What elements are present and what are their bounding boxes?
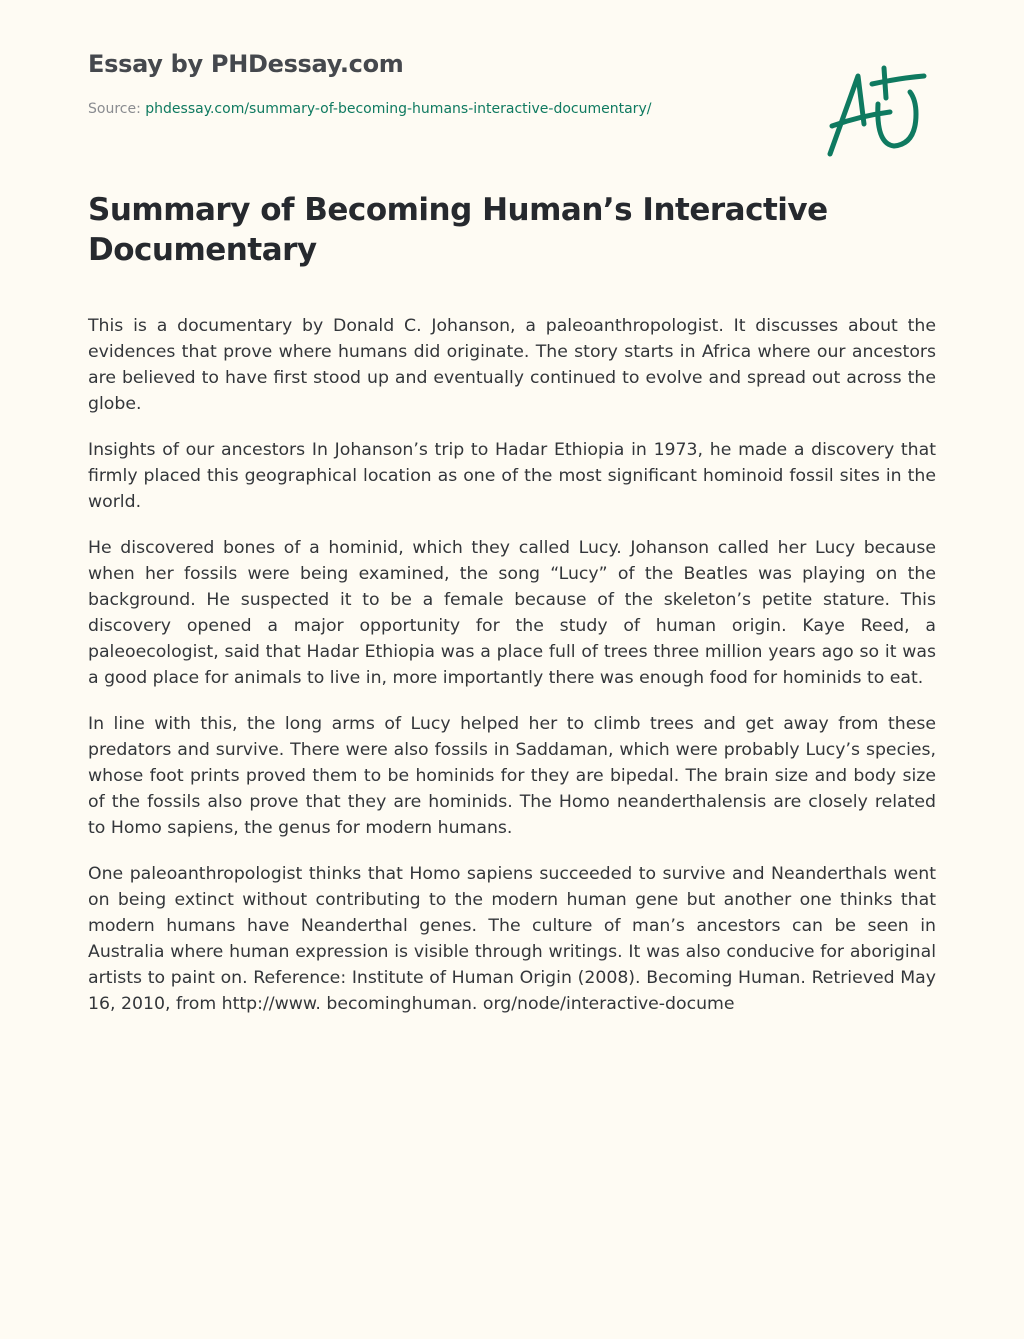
source-label: Source: <box>88 101 141 117</box>
source-line <box>88 101 651 117</box>
article-body <box>88 313 936 1037</box>
paragraph: In line with this, the long arms of Lucy helped her to climb trees and get away from these predators and survive. There were also fossils in Saddaman, which were probably Lucy’s species, whose foot prints proved them to be hominids for they are bipedal. The brain size and body size of the fossils also prove that they are hominids. The Homo neanderthalensis are closely related to Homo sapiens, the genus for modern humans. <box>88 714 936 838</box>
paragraph: He discovered bones of a hominid, which they called Lucy. Johanson called her Lucy because when her fossils were being examined, the song “Lucy” of the Beatles was playing on the background. He suspected it to be a female because of the skeleton’s petite stature. This discovery opened a major opportunity for the study of human origin. Kaye Reed, a paleoecologist, said that Hadar Ethiopia was a place full of trees three million years ago so it was a good place for animals to live in, more importantly there was enough food for hominids to eat. <box>88 538 936 688</box>
paragraph: Insights of our ancestors In Johanson’s trip to Hadar Ethiopia in 1973, he made a discovery that firmly placed this geographical location as one of the most significant hominoid fossil sites in the world. <box>88 440 936 512</box>
article-title: Summary of Becoming Human’s Interactive Documentary <box>88 192 828 268</box>
paragraph: One paleoanthropologist thinks that Homo sapiens succeeded to survive and Neanderthals went on being extinct without contributing to the modern human gene but another one thinks that modern humans have Neanderthal genes. The culture of man’s ancestors can be seen in Australia where human expression is visible through writings. It was also conducive for aboriginal artists to paint on. Reference: Institute of Human Origin (2008). Becoming Human. Retrieved May 16, 2010, from http://www. becominghuman. org/node/interactive-docume <box>88 864 936 1014</box>
site-brand: Essay by PHDessay.com <box>88 50 404 78</box>
paragraph: This is a documentary by Donald C. Johanson, a paleoanthropologist. It discusses about the evidences that prove where humans did originate. The story starts in Africa where our ancestors are believed to have first stood up and eventually continued to evolve and spread out across the globe. <box>88 316 936 414</box>
a-plus-logo-icon <box>820 64 930 160</box>
source-link[interactable]: phdessay.com/summary-of-becoming-humans-interactive-documentary/ <box>145 101 652 117</box>
